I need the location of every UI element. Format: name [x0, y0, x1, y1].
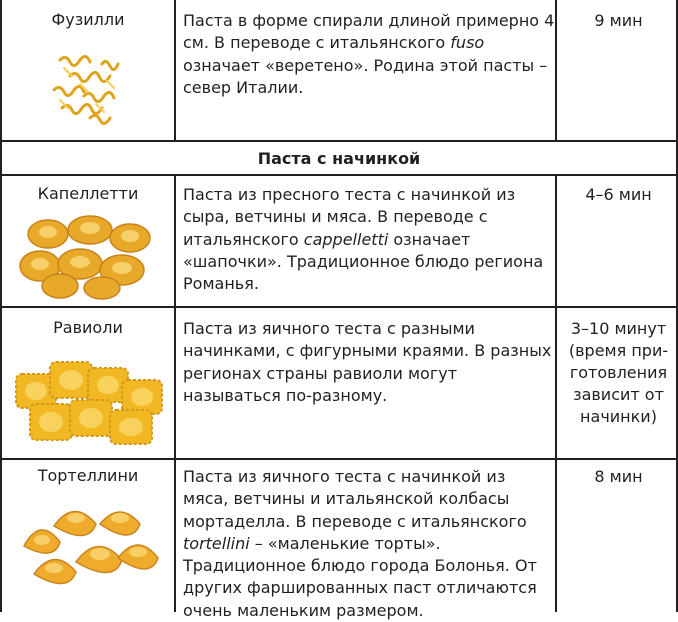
pasta-description: Паста из яичного теста с разными начинками, с фигурными краями. В разных регионах страны равиоли могут называться по-разному.: [183, 319, 552, 405]
row-divider: [0, 140, 678, 142]
fusilli-pasta-image: [40, 40, 136, 130]
column-divider: [174, 174, 176, 612]
row-divider: [0, 306, 678, 308]
tortellini-pasta-image: [14, 496, 164, 596]
row-divider: [0, 458, 678, 460]
cooking-time: 8 мин: [594, 467, 643, 486]
cappelletti-pasta-image: [18, 212, 158, 300]
pasta-name: Капеллетти: [37, 184, 139, 203]
pasta-name: Фузилли: [51, 10, 125, 29]
pasta-name: Тортеллини: [37, 466, 139, 485]
column-divider: [174, 0, 176, 141]
column-divider: [555, 174, 557, 612]
pasta-description: Паста в форме спирали длиной примерно 4 см. В переводе с итальянского fuso означает «веретено». Родина этой пасты – север Италии.: [183, 11, 555, 97]
cooking-time: 9 мин: [594, 11, 643, 30]
ravioli-pasta-image: [10, 354, 168, 450]
column-divider: [0, 140, 2, 612]
pasta-description: Паста из пресного теста с начинкой из сыра, ветчины и мяса. В переводе с итальянского cappelletti означает «шапочки». Традиционное блюдо региона Романья.: [183, 185, 544, 294]
section-title: Паста с начинкой: [257, 149, 421, 168]
pasta-name: Равиоли: [53, 318, 123, 337]
pasta-description: Паста из яичного теста с начинкой из мяса, ветчины и итальянской колбасы мортаделла. В переводе с итальянского tortellini – «маленькие торты». Традиционное блюдо города Болонья. От других фаршированных паст отличаются очень маленьким размером.: [183, 467, 537, 620]
cooking-time: 4–6 мин: [585, 185, 652, 204]
column-divider: [555, 0, 557, 141]
cooking-time: 3–10 минут (время при-готовления зависит от начинки): [568, 319, 669, 426]
row-divider: [0, 174, 678, 176]
